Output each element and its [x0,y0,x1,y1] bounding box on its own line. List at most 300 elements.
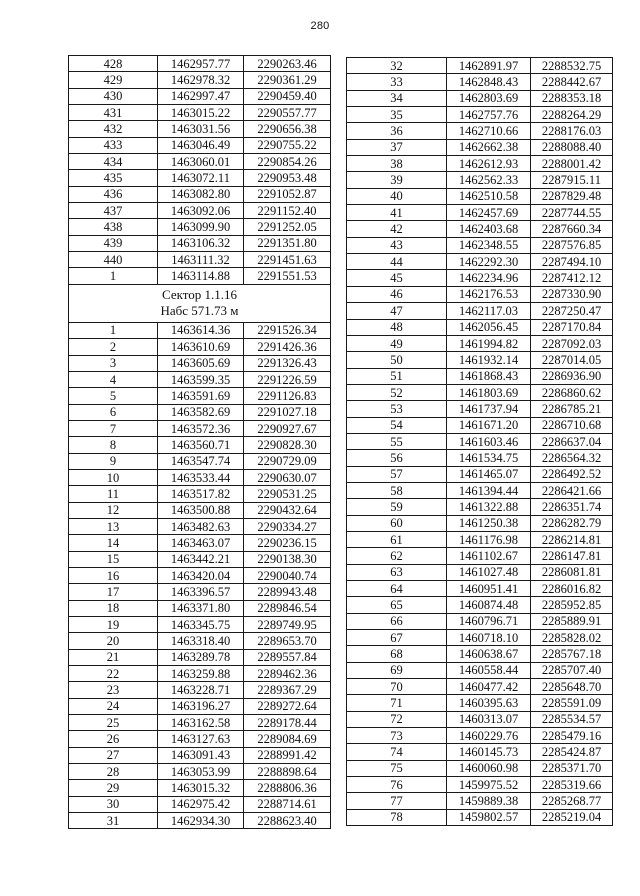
table-row [69,404,331,420]
x-coordinate-cell: 1462612.93 [447,156,531,172]
y-coordinate-cell: 2291252.05 [244,219,331,235]
table-row [347,417,613,433]
y-coordinate-cell: 2285268.77 [531,793,613,809]
x-coordinate-cell: 1460145.73 [447,744,531,760]
sector-header-cell [69,284,331,322]
y-coordinate-cell: 2286351.74 [531,499,613,515]
table-row [347,172,613,188]
y-coordinate-cell: 2286147.81 [531,548,613,564]
y-coordinate-cell: 2290432.64 [244,502,331,518]
point-number-cell: 433 [69,137,158,153]
table-row [347,744,613,760]
point-number-cell: 24 [69,698,158,714]
y-coordinate-cell: 2291326.43 [244,355,331,371]
table-row [347,156,613,172]
table-row [347,254,613,270]
y-coordinate-cell: 2291551.53 [244,268,331,284]
y-coordinate-cell: 2289367.29 [244,682,331,698]
x-coordinate-cell: 1462457.69 [447,205,531,221]
x-coordinate-cell: 1462662.38 [447,139,531,155]
y-coordinate-cell: 2285889.91 [531,613,613,629]
table-row [347,695,613,711]
point-number-cell: 58 [347,482,447,498]
point-number-cell: 56 [347,450,447,466]
y-coordinate-cell: 2288714.61 [244,796,331,812]
x-coordinate-cell: 1462234.96 [447,270,531,286]
y-coordinate-cell: 2286564.32 [531,450,613,466]
table-row [69,170,331,186]
y-coordinate-cell: 2287660.34 [531,221,613,237]
y-coordinate-cell: 2288001.42 [531,156,613,172]
point-number-cell: 19 [69,617,158,633]
point-number-cell: 17 [69,584,158,600]
x-coordinate-cell: 1461322.88 [447,499,531,515]
point-number-cell: 429 [69,72,158,88]
x-coordinate-cell: 1463500.88 [158,502,244,518]
table-row [69,780,331,796]
x-coordinate-cell: 1463015.22 [158,105,244,121]
table-row [347,368,613,384]
x-coordinate-cell: 1459975.52 [447,777,531,793]
point-number-cell: 26 [69,731,158,747]
table-row [347,548,613,564]
table-row [69,764,331,780]
x-coordinate-cell: 1463111.32 [158,252,244,268]
x-coordinate-cell: 1463318.40 [158,633,244,649]
point-number-cell: 25 [69,715,158,731]
point-number-cell: 51 [347,368,447,384]
point-number-cell: 18 [69,600,158,616]
x-coordinate-cell: 1463046.49 [158,137,244,153]
x-coordinate-cell: 1462348.55 [447,237,531,253]
point-number-cell: 29 [69,780,158,796]
x-coordinate-cell: 1463114.88 [158,268,244,284]
point-number-cell: 430 [69,88,158,104]
y-coordinate-cell: 2285534.57 [531,711,613,727]
table-row [69,682,331,698]
x-coordinate-cell: 1462803.69 [447,90,531,106]
point-number-cell: 1 [69,322,158,338]
point-number-cell: 32 [347,58,447,74]
table-row [347,335,613,351]
point-number-cell: 41 [347,205,447,221]
y-coordinate-cell: 2287829.48 [531,188,613,204]
point-number-cell: 65 [347,597,447,613]
y-coordinate-cell: 2286860.62 [531,384,613,400]
table-row [347,205,613,221]
point-number-cell: 53 [347,401,447,417]
table-row [347,123,613,139]
table-row [347,482,613,498]
x-coordinate-cell: 1462117.03 [447,303,531,319]
y-coordinate-cell: 2288176.03 [531,123,613,139]
x-coordinate-cell: 1460313.07 [447,711,531,727]
table-row [347,319,613,335]
table-row [69,567,331,583]
x-coordinate-cell: 1460229.76 [447,728,531,744]
point-number-cell: 432 [69,121,158,137]
x-coordinate-cell: 1463396.57 [158,584,244,600]
point-number-cell: 62 [347,548,447,564]
y-coordinate-cell: 2290557.77 [244,105,331,121]
y-coordinate-cell: 2286710.68 [531,417,613,433]
point-number-cell: 37 [347,139,447,155]
y-coordinate-cell: 2290755.22 [244,137,331,153]
y-coordinate-cell: 2287170.84 [531,319,613,335]
table-row [347,188,613,204]
x-coordinate-cell: 1463371.80 [158,600,244,616]
point-number-cell: 75 [347,760,447,776]
point-number-cell: 72 [347,711,447,727]
table-row [69,698,331,714]
y-coordinate-cell: 2288442.67 [531,74,613,90]
y-coordinate-cell: 2290729.09 [244,453,331,469]
table-row [347,662,613,678]
y-coordinate-cell: 2291526.34 [244,322,331,338]
point-number-cell: 52 [347,384,447,400]
table-row [347,630,613,646]
left-table-rows-after-sector [69,322,331,829]
table-row [347,58,613,74]
table-row [69,502,331,518]
table-row [69,584,331,600]
x-coordinate-cell: 1463605.69 [158,355,244,371]
table-row [347,433,613,449]
point-number-cell: 50 [347,352,447,368]
table-row [69,88,331,104]
x-coordinate-cell: 1460060.98 [447,760,531,776]
y-coordinate-cell: 2287412.12 [531,270,613,286]
table-row [347,564,613,580]
y-coordinate-cell: 2287744.55 [531,205,613,221]
y-coordinate-cell: 2291152.40 [244,203,331,219]
table-row [69,339,331,355]
y-coordinate-cell: 2287576.85 [531,237,613,253]
x-coordinate-cell: 1462891.97 [447,58,531,74]
y-coordinate-cell: 2290459.40 [244,88,331,104]
y-coordinate-cell: 2286936.90 [531,368,613,384]
y-coordinate-cell: 2288991.42 [244,747,331,763]
table-row [347,728,613,744]
point-number-cell: 10 [69,469,158,485]
table-row [347,74,613,90]
coordinates-table-left [68,55,331,829]
table-row [69,747,331,763]
y-coordinate-cell: 2285479.16 [531,728,613,744]
table-row [347,237,613,253]
y-coordinate-cell: 2289084.69 [244,731,331,747]
x-coordinate-cell: 1463482.63 [158,518,244,534]
y-coordinate-cell: 2285952.85 [531,597,613,613]
point-number-cell: 66 [347,613,447,629]
table-row [347,221,613,237]
point-number-cell: 2 [69,339,158,355]
x-coordinate-cell: 1463072.11 [158,170,244,186]
x-coordinate-cell: 1461737.94 [447,401,531,417]
table-row [347,270,613,286]
x-coordinate-cell: 1463196.27 [158,698,244,714]
point-number-cell: 30 [69,796,158,812]
point-number-cell: 438 [69,219,158,235]
x-coordinate-cell: 1462176.53 [447,286,531,302]
table-row [347,777,613,793]
table-row [347,499,613,515]
table-row [69,600,331,616]
point-number-cell: 4 [69,371,158,387]
point-number-cell: 44 [347,254,447,270]
y-coordinate-cell: 2289943.48 [244,584,331,600]
y-coordinate-cell: 2291426.36 [244,339,331,355]
x-coordinate-cell: 1463259.88 [158,666,244,682]
y-coordinate-cell: 2285591.09 [531,695,613,711]
point-number-cell: 55 [347,433,447,449]
point-number-cell: 59 [347,499,447,515]
page-number: 280 [310,20,330,32]
x-coordinate-cell: 1463533.44 [158,469,244,485]
table-row [69,649,331,665]
point-number-cell: 64 [347,581,447,597]
x-coordinate-cell: 1462292.30 [447,254,531,270]
table-row [69,371,331,387]
y-coordinate-cell: 2290236.15 [244,535,331,551]
table-row [69,235,331,251]
table-row [69,203,331,219]
x-coordinate-cell: 1461603.46 [447,433,531,449]
y-coordinate-cell: 2287014.05 [531,352,613,368]
point-number-cell: 15 [69,551,158,567]
x-coordinate-cell: 1463015.32 [158,780,244,796]
x-coordinate-cell: 1463591.69 [158,388,244,404]
x-coordinate-cell: 1461671.20 [447,417,531,433]
x-coordinate-cell: 1463106.32 [158,235,244,251]
x-coordinate-cell: 1460395.63 [447,695,531,711]
table-row [69,388,331,404]
y-coordinate-cell: 2287250.47 [531,303,613,319]
point-number-cell: 77 [347,793,447,809]
point-number-cell: 9 [69,453,158,469]
table-row [69,322,331,338]
point-number-cell: 440 [69,252,158,268]
point-number-cell: 21 [69,649,158,665]
point-number-cell: 68 [347,646,447,662]
y-coordinate-cell: 2290334.27 [244,518,331,534]
y-coordinate-cell: 2291451.63 [244,252,331,268]
y-coordinate-cell: 2290263.46 [244,56,331,72]
x-coordinate-cell: 1462510.58 [447,188,531,204]
x-coordinate-cell: 1463517.82 [158,486,244,502]
x-coordinate-cell: 1461027.48 [447,564,531,580]
point-number-cell: 73 [347,728,447,744]
left-table-rows-before-sector [69,56,331,285]
table-row [69,535,331,551]
x-coordinate-cell: 1462562.33 [447,172,531,188]
x-coordinate-cell: 1463053.99 [158,764,244,780]
point-number-cell: 7 [69,420,158,436]
point-number-cell: 435 [69,170,158,186]
y-coordinate-cell: 2290854.26 [244,154,331,170]
y-coordinate-cell: 2285707.40 [531,662,613,678]
y-coordinate-cell: 2291226.59 [244,371,331,387]
y-coordinate-cell: 2285371.70 [531,760,613,776]
y-coordinate-cell: 2290361.29 [244,72,331,88]
point-number-cell: 39 [347,172,447,188]
table-row [69,715,331,731]
table-row [69,486,331,502]
point-number-cell: 40 [347,188,447,204]
table-row [347,711,613,727]
point-number-cell: 76 [347,777,447,793]
point-number-cell: 57 [347,466,447,482]
point-number-cell: 63 [347,564,447,580]
x-coordinate-cell: 1463547.74 [158,453,244,469]
x-coordinate-cell: 1463127.63 [158,731,244,747]
x-coordinate-cell: 1463610.69 [158,339,244,355]
table-row [347,401,613,417]
table-row [347,384,613,400]
table-row [347,679,613,695]
y-coordinate-cell: 2288353.18 [531,90,613,106]
table-row [69,420,331,436]
sector-header-block [69,284,331,322]
table-row [69,617,331,633]
table-row [69,252,331,268]
y-coordinate-cell: 2290927.67 [244,420,331,436]
point-number-cell: 69 [347,662,447,678]
sector-length: Набс 571.73 м [160,302,239,318]
y-coordinate-cell: 2286282.79 [531,515,613,531]
table-row [69,121,331,137]
point-number-cell: 43 [347,237,447,253]
table-row [69,268,331,284]
table-row [69,437,331,453]
x-coordinate-cell: 1463289.78 [158,649,244,665]
point-number-cell: 36 [347,123,447,139]
table-row [69,355,331,371]
point-number-cell: 11 [69,486,158,502]
y-coordinate-cell: 2287092.03 [531,335,613,351]
point-number-cell: 60 [347,515,447,531]
y-coordinate-cell: 2286421.66 [531,482,613,498]
table-row [69,154,331,170]
point-number-cell: 67 [347,630,447,646]
x-coordinate-cell: 1460796.71 [447,613,531,629]
table-row [69,796,331,812]
y-coordinate-cell: 2287330.90 [531,286,613,302]
y-coordinate-cell: 2291351.80 [244,235,331,251]
x-coordinate-cell: 1459802.57 [447,809,531,825]
point-number-cell: 27 [69,747,158,763]
x-coordinate-cell: 1463092.06 [158,203,244,219]
x-coordinate-cell: 1461465.07 [447,466,531,482]
table-row [347,646,613,662]
point-number-cell: 54 [347,417,447,433]
table-row [347,581,613,597]
x-coordinate-cell: 1463060.01 [158,154,244,170]
x-coordinate-cell: 1462978.32 [158,72,244,88]
y-coordinate-cell: 2290630.07 [244,469,331,485]
y-coordinate-cell: 2290828.30 [244,437,331,453]
point-number-cell: 28 [69,764,158,780]
y-coordinate-cell: 2291052.87 [244,186,331,202]
y-coordinate-cell: 2288623.40 [244,813,331,829]
y-coordinate-cell: 2285767.18 [531,646,613,662]
table-row [347,107,613,123]
y-coordinate-cell: 2285319.66 [531,777,613,793]
x-coordinate-cell: 1461534.75 [447,450,531,466]
point-number-cell: 78 [347,809,447,825]
point-number-cell: 31 [69,813,158,829]
x-coordinate-cell: 1461102.67 [447,548,531,564]
table-row [69,666,331,682]
point-number-cell: 42 [347,221,447,237]
x-coordinate-cell: 1463463.07 [158,535,244,551]
y-coordinate-cell: 2290953.48 [244,170,331,186]
table-row [347,613,613,629]
x-coordinate-cell: 1462997.47 [158,88,244,104]
y-coordinate-cell: 2285648.70 [531,679,613,695]
y-coordinate-cell: 2288898.64 [244,764,331,780]
y-coordinate-cell: 2291027.18 [244,404,331,420]
table-row [69,186,331,202]
table-row [69,453,331,469]
table-row [69,137,331,153]
table-row [347,450,613,466]
x-coordinate-cell: 1463420.04 [158,567,244,583]
point-number-cell: 49 [347,335,447,351]
y-coordinate-cell: 2289846.54 [244,600,331,616]
coordinates-table-right [346,57,613,826]
y-coordinate-cell: 2285219.04 [531,809,613,825]
x-coordinate-cell: 1463560.71 [158,437,244,453]
x-coordinate-cell: 1462957.77 [158,56,244,72]
sector-title: Сектор 1.1.16 [161,286,237,302]
point-number-cell: 13 [69,518,158,534]
x-coordinate-cell: 1463614.36 [158,322,244,338]
point-number-cell: 431 [69,105,158,121]
point-number-cell: 12 [69,502,158,518]
point-number-cell: 436 [69,186,158,202]
point-number-cell: 434 [69,154,158,170]
x-coordinate-cell: 1463091.43 [158,747,244,763]
point-number-cell: 22 [69,666,158,682]
point-number-cell: 45 [347,270,447,286]
y-coordinate-cell: 2288088.40 [531,139,613,155]
x-coordinate-cell: 1460477.42 [447,679,531,695]
table-row [347,531,613,547]
x-coordinate-cell: 1461868.43 [447,368,531,384]
y-coordinate-cell: 2290040.74 [244,567,331,583]
y-coordinate-cell: 2286785.21 [531,401,613,417]
point-number-cell: 70 [347,679,447,695]
x-coordinate-cell: 1461803.69 [447,384,531,400]
point-number-cell: 35 [347,107,447,123]
point-number-cell: 16 [69,567,158,583]
x-coordinate-cell: 1460558.44 [447,662,531,678]
y-coordinate-cell: 2286081.81 [531,564,613,580]
y-coordinate-cell: 2289653.70 [244,633,331,649]
x-coordinate-cell: 1461176.98 [447,531,531,547]
y-coordinate-cell: 2287915.11 [531,172,613,188]
x-coordinate-cell: 1462403.68 [447,221,531,237]
point-number-cell: 48 [347,319,447,335]
table-row [69,518,331,534]
x-coordinate-cell: 1461932.14 [447,352,531,368]
x-coordinate-cell: 1462848.43 [447,74,531,90]
right-table-rows [347,58,613,826]
point-number-cell: 47 [347,303,447,319]
table-row [69,105,331,121]
point-number-cell: 74 [347,744,447,760]
